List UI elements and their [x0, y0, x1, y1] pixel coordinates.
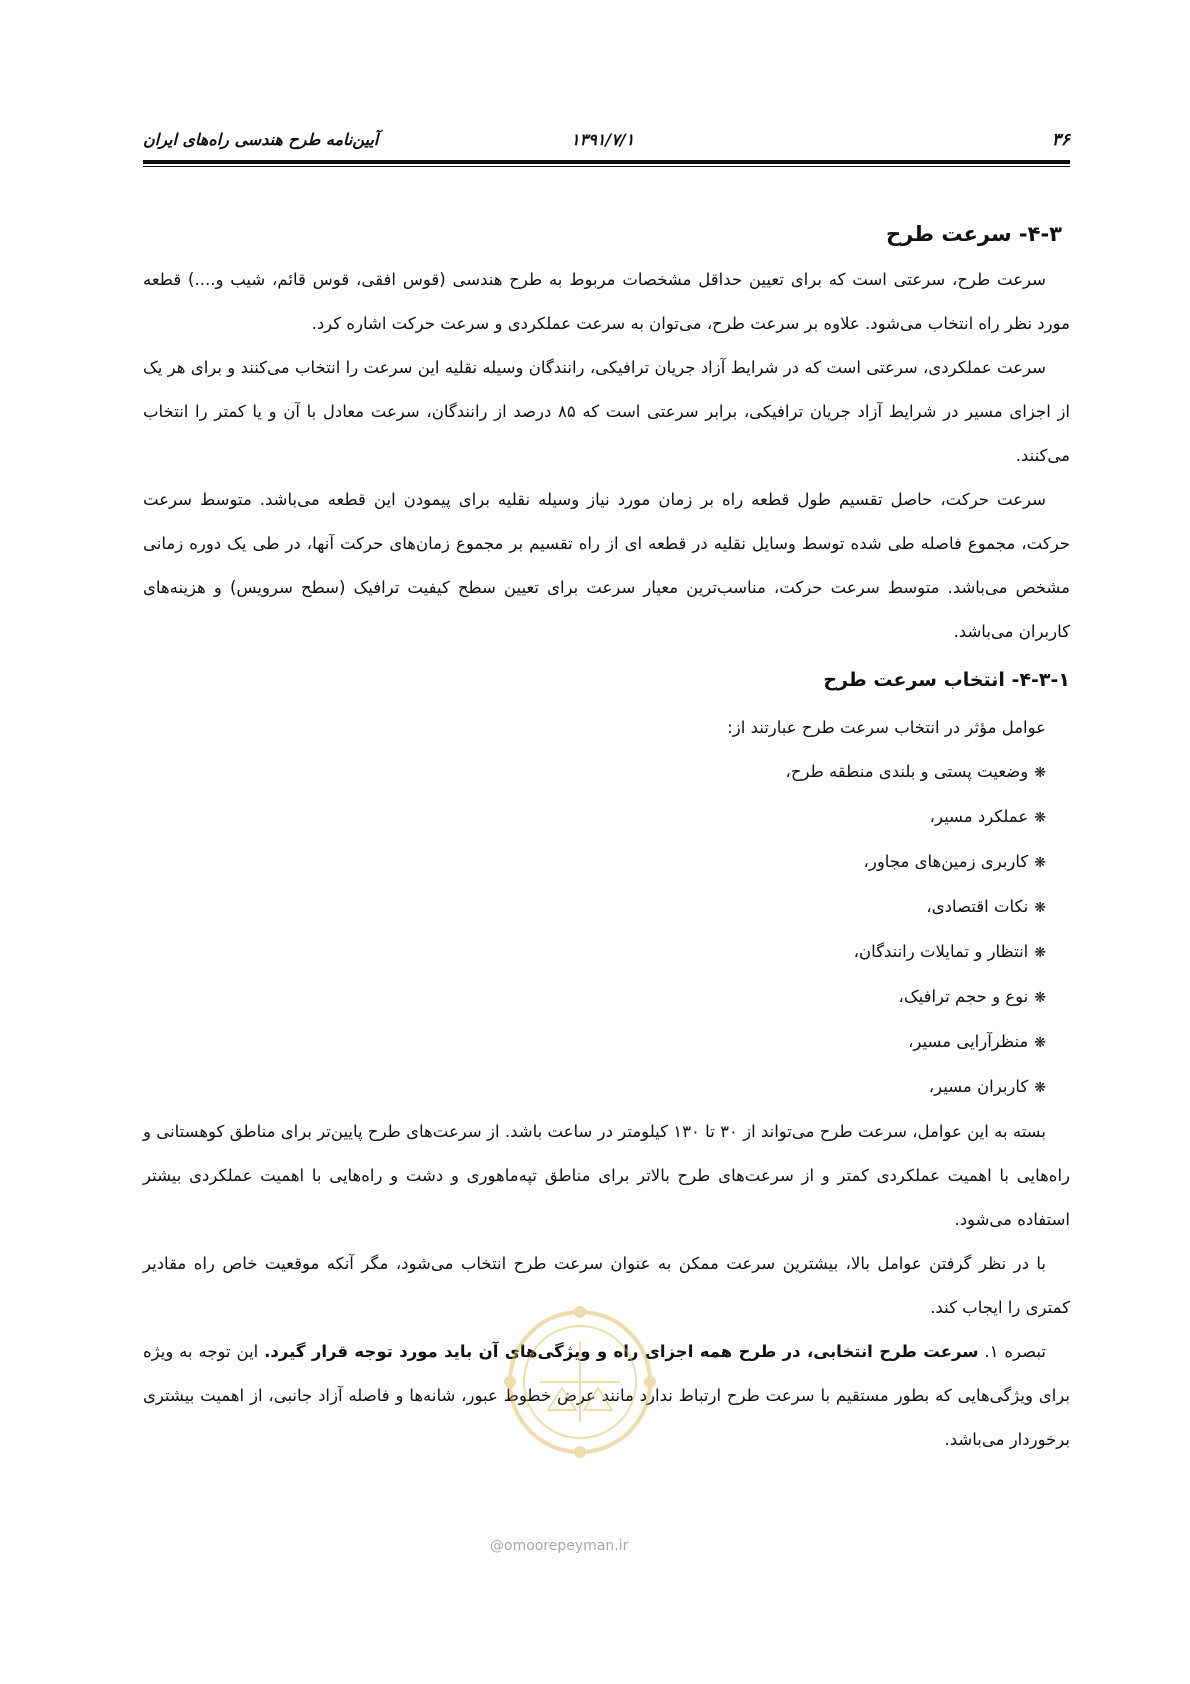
note-text: این توجه به ویژه برای ویژگی‌هایی که بطور مستقیم با سرعت طرح ارتباط ندارد مانند عرض خطوط عبور، شانه‌ها و فاصله آزاد جانبی، از اهمیت بیشتری برخوردار می‌باشد. — [143, 1342, 1070, 1449]
list-item — [143, 930, 1046, 975]
watermark-site: @omoorepeyman.ir — [490, 1538, 629, 1554]
header-date: ۱۳۹۱/۷/۱ — [571, 130, 635, 149]
bullet-icon: ❋ — [1034, 945, 1046, 961]
list-item — [143, 1065, 1046, 1110]
list-item — [143, 1020, 1046, 1065]
paragraph-operating-speed: سرعت عملکردی، سرعتی است که در شرایط آزاد جریان ترافیکی، رانندگان وسیله نقلیه این سرعت را انتخاب می‌کنند و برای هر یک از اجزای مسیر در شرایط آزاد جریان ترافیکی، برابر سرعتی است که ۸۵ درصد از رانندگان، سرعت معادل با آن و یا کمتر را انتخاب می‌کنند. — [143, 358, 1070, 465]
list-item — [143, 840, 1046, 885]
list-item-text: انتظار و تمایلات رانندگان، — [853, 942, 1029, 961]
list-item-text: نکات اقتصادی، — [926, 897, 1029, 916]
header-title: آیین‌نامه طرح هندسی راه‌های ایران — [143, 130, 379, 149]
paragraph-speed-range: بسته به این عوامل، سرعت طرح می‌تواند از ۳۰ تا ۱۳۰ کیلومتر در ساعت باشد. از سرعت‌های طرح پایین‌تر برای مناطق کوهستانی و راه‌هایی با اهمیت عملکردی کمتر و از سرعت‌های طرح بالاتر برای مناطق تپه‌ماهوری و دشت و راه‌هایی با اهمیت عملکردی بیشتر استفاده می‌شود. — [143, 1122, 1070, 1229]
header-rule-thin — [143, 166, 1070, 167]
bullet-icon: ❋ — [1034, 990, 1046, 1006]
header-rule-thick — [143, 160, 1070, 164]
factors-lead: عوامل مؤثر در انتخاب سرعت طرح عبارتند از: — [727, 718, 1046, 737]
section-heading: ۴-۳- سرعت طرح — [886, 222, 1062, 246]
bullet-icon: ❋ — [1034, 855, 1046, 871]
note-prefix: تبصره ۱. — [978, 1342, 1046, 1361]
bullet-icon: ❋ — [1034, 765, 1046, 781]
bullet-icon: ❋ — [1034, 1080, 1046, 1096]
factors-list — [143, 750, 1070, 1110]
paragraph-max-speed: با در نظر گرفتن عوامل بالا، بیشترین سرعت ممکن به عنوان سرعت طرح انتخاب می‌شود، مگر آنکه موقعیت خاص راه مقادیر کمتری را ایجاب کند. — [143, 1254, 1070, 1317]
list-item — [143, 885, 1046, 930]
list-item-text: کاربران مسیر، — [928, 1077, 1029, 1096]
page-number: ۳۶ — [1051, 130, 1070, 150]
paragraph-running-speed: سرعت حرکت، حاصل تقسیم طول قطعه راه بر زمان مورد نیاز وسیله نقلیه برای پیمودن این قطعه می‌باشد. متوسط سرعت حرکت، مجموع فاصله طی شده توسط وسایل نقلیه در قطعه ای از راه تقسیم بر مجموع زمان‌های حرکت آنها، در طی یک دوره زمانی مشخص می‌باشد. متوسط سرعت حرکت، مناسب‌ترین معیار سرعت برای تعیین سطح کیفیت ترافیک (سطح سرویس) و هزینه‌های کاربران می‌باشد. — [143, 490, 1070, 641]
subsection-heading: ۴-۳-۱- انتخاب سرعت طرح — [823, 669, 1070, 691]
paragraph-design-speed: سرعت طرح، سرعتی است که برای تعیین حداقل مشخصات مربوط به طرح هندسی (قوس افقی، قوس قائم، شیب و....) قطعه مورد نظر راه انتخاب می‌شود. علاوه بر سرعت طرح، می‌توان به سرعت عملکردی و سرعت حرکت اشاره کرد. — [143, 270, 1070, 333]
list-item-text: کاربری زمین‌های مجاور، — [863, 852, 1029, 871]
list-item — [143, 795, 1046, 840]
bullet-icon: ❋ — [1034, 810, 1046, 826]
list-item-text: منظرآرایی مسیر، — [908, 1032, 1029, 1051]
list-item — [143, 750, 1046, 795]
list-item-text: وضعیت پستی و بلندی منطقه طرح، — [785, 762, 1029, 781]
list-item — [143, 975, 1046, 1020]
note-bold-text: سرعت طرح انتخابی، در طرح همه اجزای راه و ویژگی‌های آن باید مورد توجه قرار گیرد. — [264, 1342, 979, 1361]
bullet-icon: ❋ — [1034, 1035, 1046, 1051]
running-header — [143, 130, 1070, 156]
list-item-text: نوع و حجم ترافیک، — [898, 987, 1029, 1006]
page-content — [143, 214, 1070, 1462]
bullet-icon: ❋ — [1034, 900, 1046, 916]
watermark-seal-icon — [480, 1290, 680, 1470]
list-item-text: عملکرد مسیر، — [929, 807, 1029, 826]
